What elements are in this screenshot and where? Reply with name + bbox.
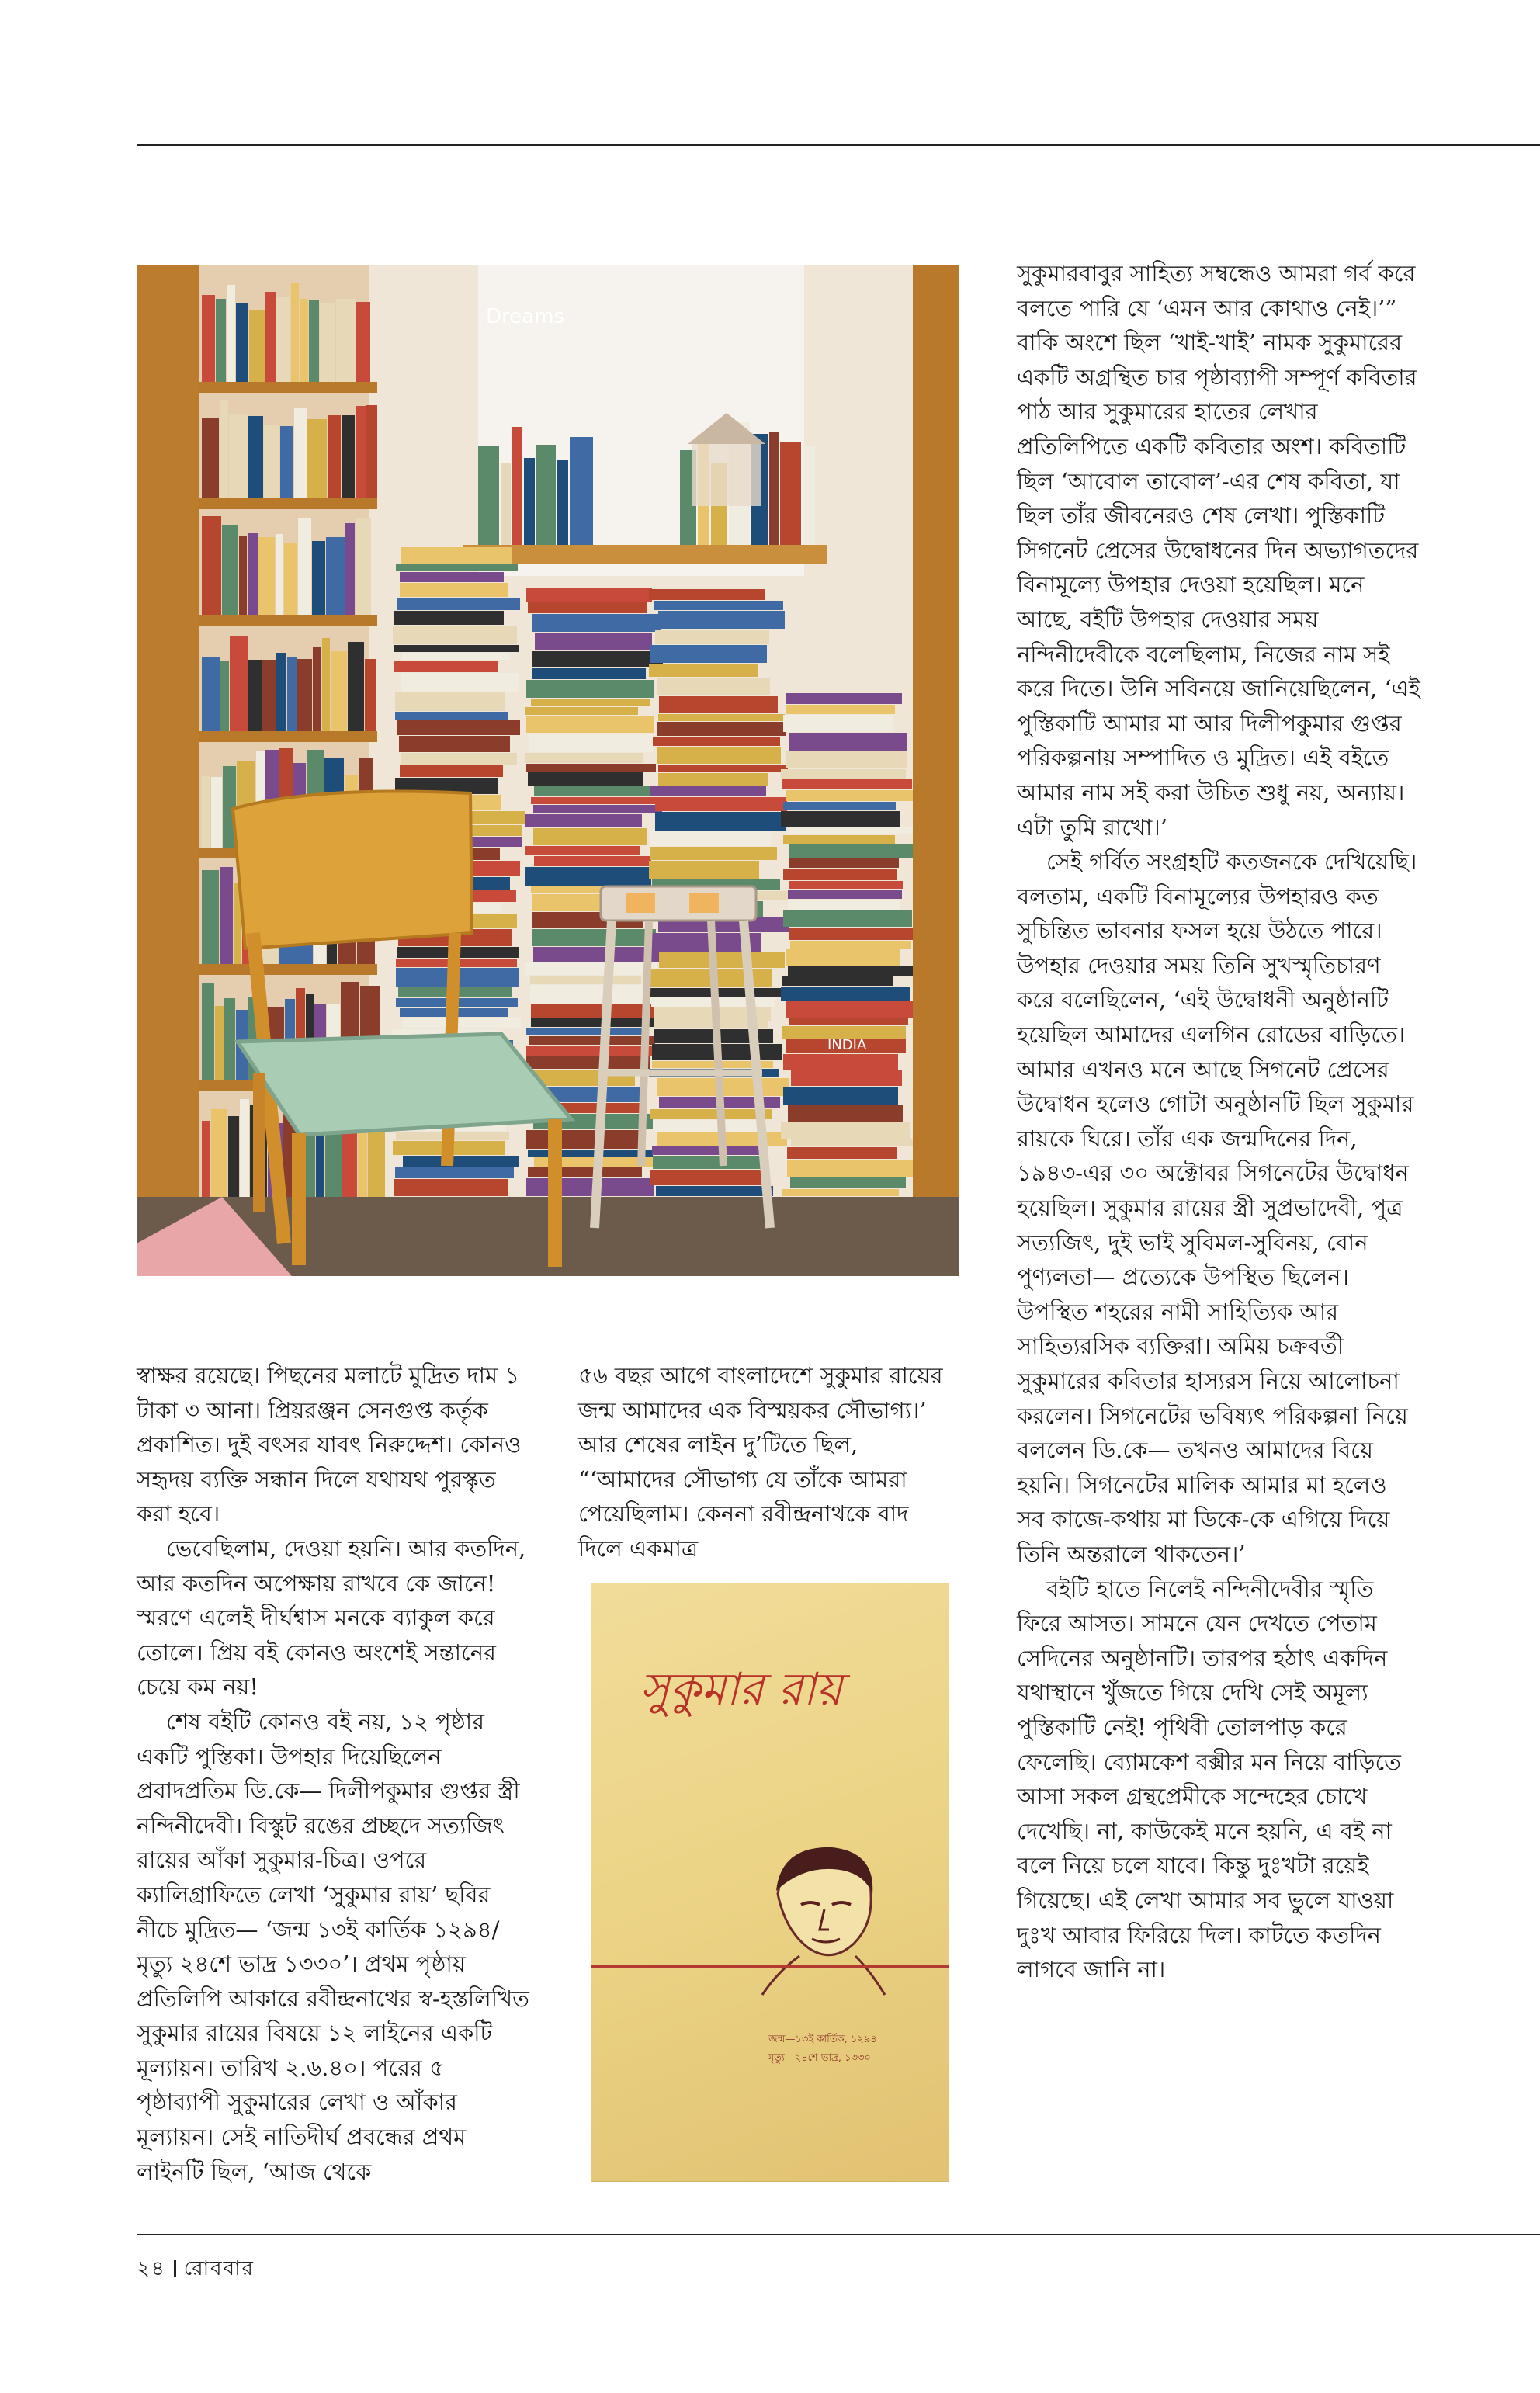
stacked-book (532, 929, 656, 946)
book-spine (248, 660, 262, 731)
stacked-book (783, 715, 893, 732)
stacked-book (649, 861, 759, 879)
book-spine (313, 647, 321, 731)
stacked-book (532, 614, 661, 632)
booklet-birth-caption: জন্ম—১৩ই কার্তিক, ১২৯৪ (768, 2034, 877, 2045)
paragraph: ৫৬ বছর আগে বাংলাদেশে সুকুমার রায়ের জন্ম আমাদের এক বিস্ময়কর সৌভাগ্য।’ আর শেষের লাইন দু’টিতে ছিল, “‘আমাদের সৌভাগ্য যে তাঁকে আমরা পেয়েছিলাম। কেননা রবীন্দ্রনাথকে বাদ দিলে একমাত্র (578, 1362, 943, 1562)
article-column-left (137, 1358, 532, 2189)
book-spine (365, 659, 376, 731)
book-spine (216, 299, 226, 382)
stacked-book (650, 1170, 766, 1185)
stacked-book (786, 751, 907, 768)
stacked-book (658, 714, 785, 721)
book-spine (202, 295, 215, 382)
stacked-book (526, 716, 654, 733)
book-spine (342, 415, 355, 498)
stacked-book (657, 678, 770, 695)
stacked-book (528, 602, 647, 613)
stacked-book (400, 765, 503, 777)
stacked-book (531, 1004, 661, 1018)
book-spine (202, 983, 214, 1080)
stacked-book (533, 828, 647, 845)
book-spine (224, 998, 235, 1080)
book-spine (211, 777, 222, 848)
stacked-book (650, 831, 771, 846)
stacked-book (788, 900, 900, 910)
stacked-book (786, 705, 895, 714)
stacked-book (526, 1178, 654, 1196)
book-spine (524, 458, 535, 545)
stacked-book (526, 1046, 653, 1056)
magazine-name: রোববার (183, 2257, 255, 2280)
stacked-book (393, 626, 517, 644)
book-spine (345, 523, 355, 615)
book-spine (297, 659, 312, 731)
stacked-book (789, 733, 907, 751)
stacked-book (534, 856, 651, 866)
book-spine (229, 414, 248, 498)
stacked-book (403, 1156, 519, 1167)
stacked-book (403, 1018, 521, 1028)
stacked-book (525, 814, 642, 827)
stacked-book (528, 772, 643, 786)
paragraph: বইটি হাতে নিলেই নন্দিনীদেবীর স্মৃতি ফিরে আসত। সামনে যেন দেখতে পেতাম সেদিনের অনুষ্ঠানটি। তারপর হঠাৎ একদিন যথাস্থানে খুঁজতে গিয়ে দেখি সেই অমূল্য পুস্তিকাটি নেই! পৃথিবী তোলপাড় করে ফেলেছি। ব্যোমকেশ বক্সীর মন নিয়ে বাড়িতে আসা সকল গ্রন্থপ্রেমীকে সন্দেহের চোখে দেখেছি। না, কাউকেই মনে হয়নি, এ বই না বলে নিয়ে চলে যাবে। কিন্তু দুঃখটা রয়েই গিয়েছে। এই লেখা আমার সব ভুলে যাওয়া দুঃখ আবার ফিরিয়ে দিল। কাটতে কতদিন লাগবে জানি না। (1017, 1575, 1401, 1983)
book-spine (276, 297, 290, 382)
stacked-book (657, 747, 781, 764)
stacked-book (400, 572, 504, 582)
book-spine (227, 285, 235, 382)
stacked-book (394, 611, 504, 625)
stacked-book (532, 668, 646, 679)
stacked-book (526, 764, 656, 772)
stacked-book (650, 645, 767, 663)
stacked-book (786, 1001, 916, 1018)
stacked-book (397, 720, 520, 735)
stacked-book (649, 589, 765, 600)
stacked-book (525, 707, 638, 715)
stacked-book (530, 976, 641, 984)
stacked-book (401, 547, 512, 564)
stacked-book (532, 651, 663, 667)
book-spine (239, 536, 247, 615)
stacked-book (526, 1130, 641, 1149)
stacked-book (789, 827, 917, 834)
book-spine (264, 425, 279, 498)
stacked-book (783, 835, 895, 844)
book-spine (236, 303, 248, 382)
stacked-book (526, 680, 654, 698)
book-spine (512, 427, 522, 545)
stacked-book (787, 1160, 914, 1177)
stacked-book (788, 890, 902, 899)
stacked-book (526, 588, 652, 602)
stacked-book (400, 583, 508, 597)
shelf-board (199, 382, 377, 393)
stacked-book (659, 952, 785, 968)
stacked-book (659, 696, 778, 713)
paragraph: ভেবেছিলাম, দেওয়া হয়নি। আর কতদিন, আর কতদিন অপেক্ষায় রাখবে কে জানে! স্মরণে এলেই দীর্ঘশ্বাস মনকে ব্যাকুল করে তোলে। প্রিয় বই কোনও অংশেই সন্তানের চেয়ে কম নয়! (137, 1535, 526, 1701)
shelf-board (199, 498, 377, 509)
book-spine (248, 533, 258, 615)
book-spine (284, 543, 297, 615)
stacked-book (788, 1105, 903, 1122)
stacked-book (528, 1167, 642, 1177)
book-spine (348, 642, 364, 731)
stacked-book (789, 844, 914, 858)
paragraph: শেষ বইটি কোনও বই নয়, ১২ পৃষ্ঠার একটি পুস্তিকা। উপহার দিয়েছিলেন প্রবাদপ্রতিম ডি.কে— দিলীপকুমার গুপ্তর স্ত্রী নন্দিনীদেবী। বিস্কুট রঙের প্রচ্ছদে সত্যজিৎ রায়ের আঁকা সুকুমার-চিত্র। ওপরে ক্যালিগ্রাফিতে লেখা ‘সুকুমার রায়’ ছবির নীচে মুদ্রিত— ‘জন্ম ১৩ই কার্তিক ১২৯৪/ মৃত্যু ২৪শে ভাদ্র ১৩৩০’। প্রথম পৃষ্ঠায় প্রতিলিপি আকারে রবীন্দ্রনাথের স্ব-হস্তলিখিত সুকুমার রায়ের বিষয়ে ১২ লাইনের একটি মূল্যায়ন। তারিখ ২.৬.৪০। পরের ৫ পৃষ্ঠাব্যাপী সুকুমারের লেখা ও আঁকার মূল্যায়ন। সেই নাতিদীর্ঘ প্রবন্ধের প্রথম লাইনটি ছিল, ‘আজ থেকে (137, 1708, 529, 2185)
book-spine (769, 432, 779, 545)
stacked-book (529, 734, 653, 752)
book-spine (536, 445, 556, 545)
stacked-book (789, 881, 903, 889)
stacked-book (396, 564, 518, 571)
paragraph: স্বাক্ষর রয়েছে। পিছনের মলাটে মুদ্রিত দাম ১ টাকা ৩ আনা। প্রিয়রঞ্জন সেনগুপ্ত কর্তৃক প্রকাশিত। দুই বৎসর যাবৎ নিরুদ্দেশ। কোনও সহৃদয় ব্যক্তি সন্ধান দিলে যথাযথ পুরস্কৃত করা হবে। (137, 1362, 522, 1528)
book-spine (328, 415, 341, 498)
stacked-book (657, 722, 786, 736)
stacked-book (786, 693, 902, 704)
stacked-book (529, 1036, 655, 1045)
book-spine (312, 541, 325, 615)
stacked-book (653, 737, 780, 746)
book-spine (220, 400, 228, 498)
paragraph: সেই গর্বিত সংগ্রহটি কতজনকে দেখিয়েছি। বলতাম, একটি বিনামূল্যের উপহারও কত সুচিন্তিত ভাবনার ফসল হয়ে উঠতে পারে। উপহার দেওয়ার সময় তিনি সুখস্মৃতিচারণ করে বলেছিলেন, ‘এই উদ্বোধনী অনুষ্ঠানটি হয়েছিল আমাদের এলগিন রোডের বাড়িতে। আমার এখনও মনে আছে সিগনেট প্রেসের উদ্বোধন হলেও গোটা অনুষ্ঠানটি ছিল সুকুমার রায়কে ঘিরে। তাঁর এক জন্মদিনের দিন, ১৯৪৩-এর ৩০ অক্টোবর সিগনেটের উদ্বোধন হয়েছিল। সুকুমার রায়ের স্ত্রী সুপ্রভাদেবী, পুত্র সত্যজিৎ, দুই ভাই সুবিমল-সুবিনয়, বোন পুণ্যলতা— প্রত্যেকে উপস্থিত ছিলেন। উপস্থিত শহরের নামী সাহিত্যিক আর সাহিত্যরসিক ব্যক্তিরা। অমিয় চক্রবর্তী সুকুমারের কবিতার হাস্যরস নিয়ে আলোচনা করলেন। সিগনেটের ভবিষ্যৎ পরিকল্পনা নিয়ে বললেন ডি.কে— তখনও আমাদের বিয়ে হয়নি। সিগনেটের মালিক আমার মা হলেও সব কাজে-কথায় মা ডিকে-কে এগিয়ে দিয়ে তিনি অন্তরালে থাকতেন।’ (1017, 848, 1417, 1567)
article-column-right (1017, 256, 1420, 1987)
header-rule (137, 144, 1540, 146)
book-spine (366, 405, 377, 498)
book-spine (803, 446, 815, 545)
book-spine (356, 518, 371, 615)
stacked-book (650, 786, 766, 796)
stacked-book (649, 664, 758, 677)
book-spine (222, 525, 238, 615)
book-spine (570, 437, 593, 545)
stacked-book (399, 736, 510, 752)
shelf-board (199, 615, 377, 626)
stacked-book (790, 1177, 906, 1188)
stacked-book (781, 769, 906, 779)
book-spine-india: INDIA (827, 1037, 867, 1053)
stacked-book (394, 661, 498, 672)
book-spine (326, 537, 345, 615)
stacked-book (789, 928, 921, 940)
book-spine (298, 518, 311, 615)
stacked-book (525, 753, 643, 763)
stacked-book (402, 653, 509, 660)
stacked-book (789, 1018, 908, 1025)
stacked-book (394, 645, 519, 652)
bookshop-photo (137, 265, 959, 1301)
stacked-book (533, 805, 662, 813)
stacked-book (652, 1146, 765, 1155)
stacked-book (786, 949, 900, 966)
book-spine (220, 661, 229, 731)
booklet-death-caption: মৃত্যু—২৪শে ভাদ্র, ১৩৩০ (768, 2052, 871, 2064)
stacked-book (781, 1122, 910, 1139)
stacked-book (401, 673, 519, 692)
stacked-book (781, 811, 900, 827)
stacked-book (526, 1056, 650, 1069)
book-spine (320, 303, 335, 382)
stacked-book (781, 987, 910, 1001)
book-spine (202, 516, 221, 615)
stacked-book (531, 797, 658, 804)
book-spine (202, 657, 220, 731)
book-spine (291, 283, 299, 382)
stacked-book (525, 962, 657, 975)
paragraph: সুকুমারবাবুর সাহিত্য সম্বন্ধেও আমরা গর্ব করে বলতে পারি যে ‘এমন আর কোথাও নেই।’” বাকি অংশে ছিল ‘খাই-খাই’ নামক সুকুমারের একটি অগ্রন্থিত চার পৃষ্ঠাব্যাপী সম্পূর্ণ কবিতার পাঠ আর সুকুমারের হাতের লেখার প্রতিলিপিতে একটি কবিতার অংশ। কবিতাটি ছিল ‘আবোল তাবোল’-এর শেষ কবিতা, যা ছিল তাঁর জীবনেরও শেষ লেখা। পুস্তিকাটি সিগনেট প্রেসের উদ্বোধনের দিন অভ্যাগতদের বিনামূল্যে উপহার দেওয়া হয়েছিল। মনে আছে, বইটি উপহার দেওয়ার সময় নন্দিনীদেবীকে বলেছিলাম, নিজের নাম সই করে দিতে। উনি সবিনয়ে জানিয়েছিলেন, ‘এই পুস্তিকাটি আমার মা আর দিলীপকুমার গুপ্তর পরিকল্পনায় সম্পাদিত ও মুদ্রিত। এই বইতে আমার নাম সই করা উচিত শুধু নয়, অন্যায়। এটা তুমি রাখো।’ (1017, 260, 1420, 841)
book-spine (309, 300, 319, 382)
shelf-board (199, 964, 377, 975)
book-spine (202, 1121, 210, 1197)
stacked-book (397, 598, 520, 610)
stacked-book (653, 1120, 766, 1132)
stacked-book (654, 601, 783, 610)
page-number: ২৪ (137, 2257, 166, 2280)
book-spine (262, 660, 276, 731)
bookshop-illustration (137, 265, 959, 1301)
stacked-book (787, 1147, 897, 1159)
stacked-book (786, 790, 915, 801)
stacked-book (658, 611, 785, 629)
book-spine (336, 299, 356, 382)
book-spine (265, 292, 276, 382)
book-spine (258, 537, 275, 615)
stacked-book (782, 779, 912, 789)
stacked-book (783, 910, 912, 927)
stacked-book (790, 941, 911, 949)
stacked-book (791, 1070, 902, 1086)
stacked-book (650, 847, 777, 860)
book-spine (300, 299, 308, 382)
book-spine (356, 406, 366, 498)
stacked-book (782, 1189, 899, 1196)
book-spine (501, 463, 511, 545)
stacked-book (789, 858, 899, 868)
book-spine (780, 442, 801, 545)
book-spine (280, 426, 293, 498)
stacked-book (525, 867, 651, 886)
stacked-book (395, 692, 505, 711)
book-spine-dreams: Dreams (486, 305, 564, 328)
book-spine (202, 418, 219, 498)
stacked-book (394, 1179, 508, 1196)
stacked-book (658, 773, 768, 786)
shelf-board (199, 731, 377, 742)
book-spine (307, 419, 327, 498)
stacked-book (526, 1028, 643, 1035)
sukumar-booklet-cover (591, 1583, 949, 2181)
stacked-book (783, 869, 897, 880)
book-spine (276, 534, 283, 615)
stacked-book (655, 630, 769, 644)
book-spine (248, 416, 263, 498)
book-spine (249, 310, 265, 382)
stacked-book (528, 1150, 653, 1157)
stacked-book (535, 633, 652, 650)
stacked-book (650, 1109, 772, 1119)
stacked-book (533, 947, 661, 962)
stacked-book (534, 786, 657, 796)
book-spine (202, 870, 219, 964)
page-footer (137, 2253, 255, 2287)
book-spine (287, 657, 297, 731)
stacked-book (783, 802, 896, 810)
book-spine (276, 653, 286, 731)
stacked-book (783, 1054, 898, 1070)
booklet-calligraphy-title: সুকুমার রায় (640, 1663, 843, 1715)
stacked-book (395, 1167, 514, 1178)
footer-rule (137, 2234, 1540, 2235)
stacked-book (791, 1139, 923, 1146)
book-spine (322, 638, 330, 731)
booklet-red-line (591, 1965, 949, 1968)
stacked-book (656, 1186, 773, 1196)
stacked-book (525, 846, 640, 855)
stacked-book (653, 1156, 767, 1169)
book-spine (230, 636, 248, 731)
book-spine (215, 1006, 224, 1080)
book-spine (478, 446, 499, 545)
stacked-book (655, 797, 787, 811)
stacked-book (782, 976, 893, 986)
stacked-book (788, 966, 920, 976)
book-spine (331, 651, 347, 731)
book-spine-silent-cry: THE SILENT CRY (795, 1288, 883, 1301)
stacked-book (530, 985, 653, 1004)
stacked-book (658, 765, 788, 772)
sukumar-portrait-sketch (754, 1840, 886, 1995)
book-spine (557, 460, 568, 545)
stacked-book (783, 1087, 898, 1105)
article-column-middle (578, 1358, 951, 1566)
stacked-book (531, 699, 650, 706)
book-spine (228, 1116, 239, 1197)
book-spine (240, 1099, 249, 1197)
book-spine (211, 1109, 227, 1197)
book-spine (202, 776, 210, 848)
footer-divider (174, 2260, 176, 2277)
book-spine (220, 867, 233, 964)
stacked-book (401, 753, 517, 765)
book-spine (356, 302, 370, 382)
stacked-book (655, 812, 786, 831)
book-spine (294, 408, 307, 498)
stacked-book (395, 712, 508, 720)
